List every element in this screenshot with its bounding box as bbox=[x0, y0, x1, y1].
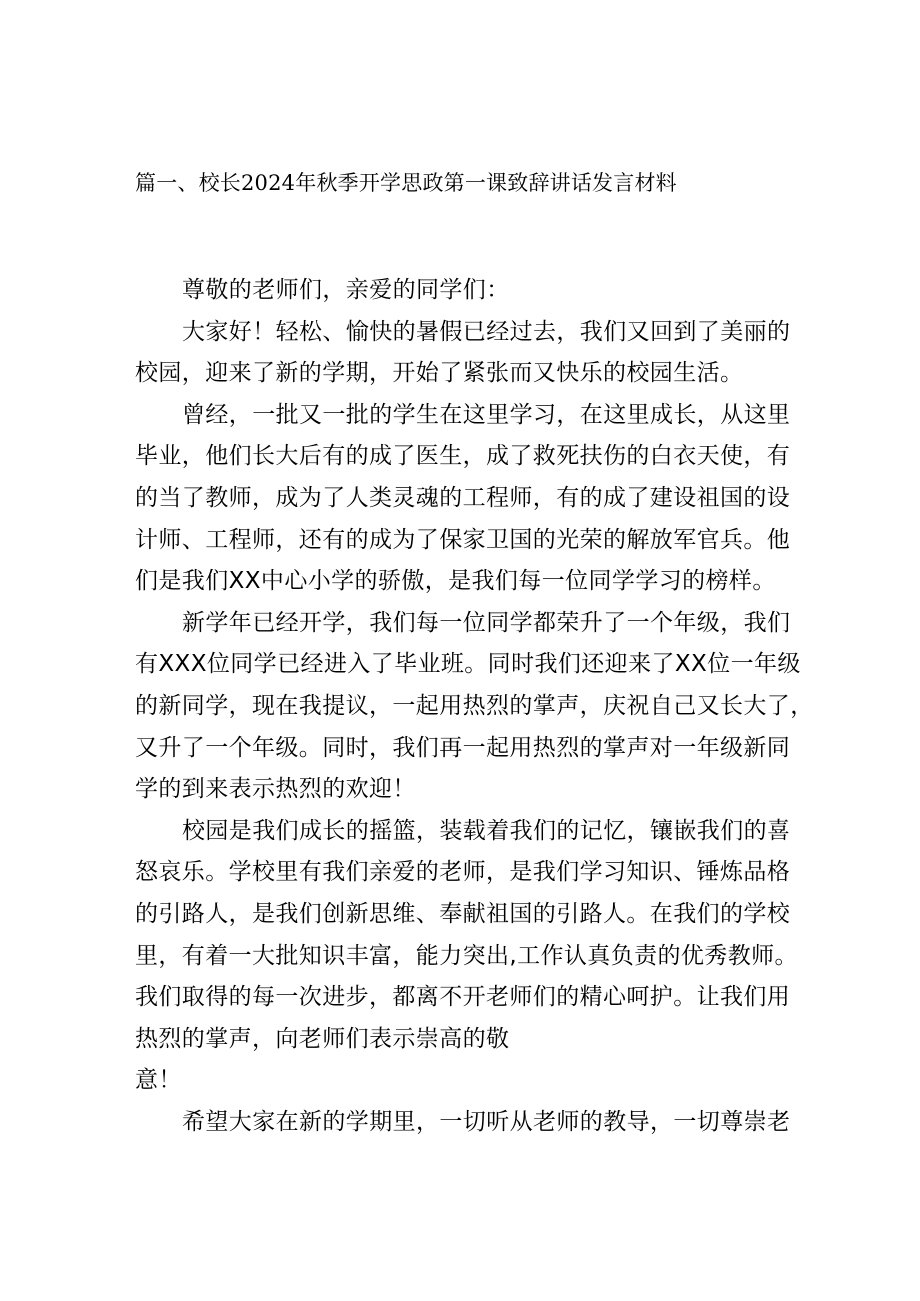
text-line: 我们取得的每一次进步，都离不开老师们的精心呵护。让我们用 bbox=[135, 984, 791, 1011]
text-line: 的当了教师，成为了人类灵魂的工程师，有的成了建设祖国的设 bbox=[135, 484, 791, 511]
text-line: 的新同学，现在我提议，一起用热烈的掌声，庆祝自己又长大了， bbox=[135, 692, 814, 719]
text-line: 里，有着一大批知识丰富，能力突出,工作认真负责的优秀教师。 bbox=[135, 942, 798, 969]
text-line: 有XXX位同学已经进入了毕业班。同时我们还迎来了XX位一年级 bbox=[135, 651, 801, 678]
text-line: 意！ bbox=[135, 1067, 182, 1094]
text-line: 热烈的掌声，向老师们表示崇高的敬 bbox=[135, 1025, 510, 1052]
text-line: 学的到来表示热烈的欢迎！ bbox=[135, 776, 416, 803]
paragraph-salutation bbox=[135, 270, 795, 312]
text-line: 新学年已经开学，我们每一位同学都荣升了一个年级，我们 bbox=[182, 609, 791, 636]
text-line: 曾经，一批又一批的学生在这里学习，在这里成长，从这里 bbox=[182, 401, 791, 428]
text-line: 毕业，他们长大后有的成了医生，成了救死扶伤的白衣天使，有 bbox=[135, 443, 791, 470]
text-line: 的引路人，是我们创新思维、奉献祖国的引路人。在我们的学校 bbox=[135, 900, 791, 927]
text-line: 们是我们XX中心小学的骄傲，是我们每一位同学学习的榜样。 bbox=[135, 568, 776, 595]
text-line: 校园是我们成长的摇篮，装载着我们的记忆，镶嵌我们的喜 bbox=[182, 817, 791, 844]
paragraph-alumni bbox=[135, 395, 795, 603]
text-line: 尊敬的老师们，亲爱的同学们： bbox=[182, 277, 510, 303]
text-line: 计师、工程师，还有的成为了保家卫国的光荣的解放军官兵。他 bbox=[135, 526, 791, 553]
text-line: 希望大家在新的学期里，一切听从老师的教导，一切尊崇老 bbox=[182, 1108, 791, 1135]
text-line: 怒哀乐。学校里有我们亲爱的老师，是我们学习知识、锤炼品格 bbox=[135, 859, 791, 886]
text-line: 大家好！轻松、愉快的暑假已经过去，我们又回到了美丽的 bbox=[182, 318, 791, 345]
text-line: 又升了一个年级。同时，我们再一起用热烈的掌声对一年级新同 bbox=[135, 734, 791, 761]
paragraph-hope bbox=[135, 1102, 795, 1144]
paragraph-new-year bbox=[135, 603, 814, 811]
paragraph-campus bbox=[135, 811, 798, 1102]
document-title: 篇一、校长2024年秋季开学思政第一课致辞讲话发言材料 bbox=[135, 171, 677, 195]
paragraph-greeting bbox=[135, 312, 795, 395]
document-body bbox=[135, 270, 814, 1143]
text-line: 校园，迎来了新的学期，开始了紧张而又快乐的校园生活。 bbox=[135, 360, 744, 387]
